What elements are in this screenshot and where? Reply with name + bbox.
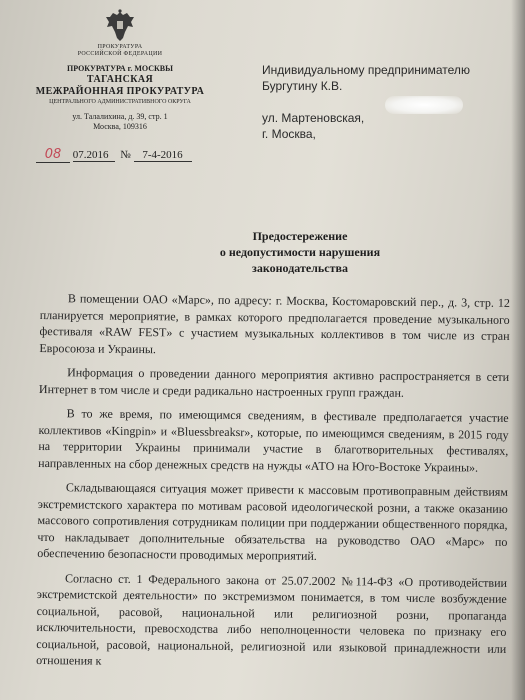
office-title-1: ТАГАНСКАЯ <box>86 74 154 85</box>
addressee-line-2: Бургутину К.В. <box>262 79 343 93</box>
org-line-2: РОССИЙСКОЙ ФЕДЕРАЦИИ <box>77 51 163 57</box>
document-body <box>36 290 510 673</box>
number-sign: № <box>120 149 131 161</box>
paragraph-2: Информация о проведении данного мероприятия активно распространяется в сети Интернет в том числе и среди радикально настроенных групп граждан. <box>38 365 510 400</box>
office-title-2: МЕЖРАЙОННАЯ ПРОКУРАТУРА <box>35 86 205 97</box>
document-number: 7-4-2016 <box>134 149 192 162</box>
paragraph-4: Складывающаяся ситуация может привести к массовым противоправным действиям экстремистского характера по мотивам расовой идеологической розни, а также оказанию массового сопротивления сотрудникам полиции при поддержании общественного порядка, что накладывает дополнительные обязательства на руководство ОАО «Марс» по обеспечению безопасности проводимых мероприятий. <box>37 480 508 563</box>
paragraph-3: В то же время, по имеющимся сведениям, в фестивале предполагается участие коллективов «Kingpin» и «Bluessbreaksr», которые, по имеющимся сведениям, в 2015 году на территории Украины принимали участие в благотворительных фестивалях, направленных на сбор денежных средств на нужды «АТО на Юго-Востоке Украины». <box>38 406 509 475</box>
addressee-line-1: Индивидуальному предпринимателю <box>262 63 470 77</box>
document-heading <box>180 228 420 276</box>
page-edge-shadow <box>511 0 525 700</box>
heading-line-2: о недопустимости нарушения законодательства <box>219 245 381 275</box>
office-address-1: ул. Талалихина, д. 39, стр. 1 <box>72 112 168 121</box>
double-headed-eagle-emblem-icon <box>103 8 137 44</box>
addressee-line-3: ул. Мартеновская, <box>262 111 365 125</box>
addressee-line-4: г. Москва, <box>262 127 316 141</box>
paragraph-1: В помещении ОАО «Марс», по адресу: г. Москва, Костомаровский пер., д. 3, стр. 12 планируется мероприятие, в рамках которого предполагается проведение музыкального фестиваля «RAW FEST» с участием музыкальных коллективов в том числе из стран Евросоюза и Украины. <box>39 291 510 356</box>
document-date: 07.2016 <box>73 149 115 162</box>
city-prosecutor: ПРОКУРАТУРА г. МОСКВЫ <box>67 64 173 73</box>
document-reference <box>36 147 192 163</box>
letterhead <box>10 8 230 132</box>
heading-line-1: Предостережение <box>252 229 348 243</box>
org-line-1: ПРОКУРАТУРА <box>97 44 143 50</box>
office-address-2: Москва, 109316 <box>93 122 147 131</box>
office-subtitle: ЦЕНТРАЛЬНОГО АДМИНИСТРАТИВНОГО ОКРУГА <box>49 99 191 105</box>
paragraph-5: Согласно ст. 1 Федерального закона от 25.07.2002 №114-ФЗ «О противодействии экстремистской деятельности» по экстремизмом понимается, в том числе возбуждение социальной, расовой, национальной или религиозной розни, пропаганда исключительности, превосходства либо неполноценности человека по признаку его социальной, расовой, национальной, религиозной или языковой принадлежности или отношения к <box>36 570 508 668</box>
redacted-blur <box>385 96 463 114</box>
handwritten-day: 08 <box>44 147 62 162</box>
